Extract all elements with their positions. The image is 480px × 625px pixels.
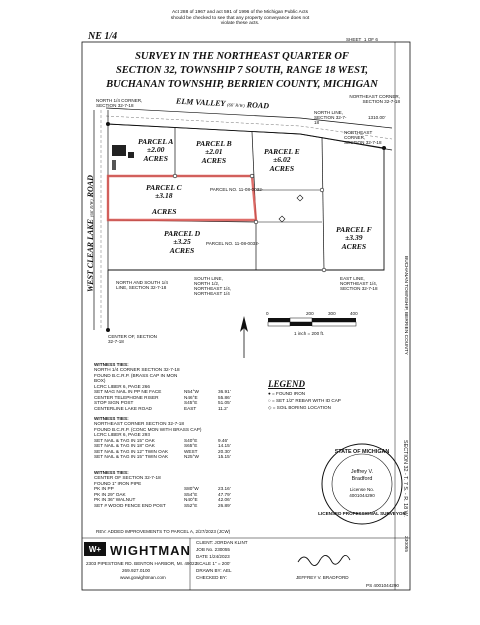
client-row (196, 541, 248, 546)
legend-set-rebar: ○ = SET 1/2" REBAR WITH ID CAP (268, 398, 341, 403)
revision-note: REV: ADDED IMPROVEMENTS TO PARCEL A, 2/27/2023 (JCW) (96, 529, 231, 534)
witness-1-row-7 (94, 406, 231, 411)
witness-2-line-1: NORTHEAST CORNER SECTION 32-7-18 (94, 421, 184, 427)
line-ef (322, 137, 324, 270)
ne-quarter-label: NE 1/4 (88, 31, 118, 42)
title-line-1: SURVEY IN THE NORTHEAST QUARTER OF (135, 51, 349, 62)
witness-2-bearing-6: WEST (184, 448, 198, 454)
parcel-c-highlight (108, 176, 256, 220)
witness-heading-3: WITNESS TIES: (94, 470, 129, 475)
center-section-marker (106, 328, 110, 332)
parcel-b-name: PARCEL B (196, 139, 232, 148)
surveyor-license: PS 4001044290 (366, 583, 399, 588)
witness-2-desc-6: SET NAIL & TAG IN 12" TWIN OAK (94, 448, 169, 454)
north-arrow (240, 316, 248, 358)
checked-label: CHECKED BY: (196, 575, 227, 580)
drawn-label: DRAWN BY: (196, 568, 222, 573)
parcel-b-unit: ACRES (201, 155, 227, 165)
witness-1-dist-5: 55.86' (218, 394, 231, 400)
east-distance: 1310.00' (368, 115, 386, 120)
witness-1-dist-4: 36.91' (218, 389, 231, 395)
sheet-of: OF (367, 37, 375, 42)
parcel-c-name: PARCEL C (146, 183, 182, 192)
witness-1-desc-6: STOP SIGN POST (94, 400, 134, 406)
checked-row (196, 576, 228, 581)
parcel-e (264, 148, 300, 173)
shed-structure (128, 152, 134, 158)
witness-3-dist-3: 23.16' (218, 486, 231, 492)
parcel-b (196, 140, 232, 165)
parcel-d-name: PARCEL D (164, 229, 201, 238)
witness-3-bearing-3: S80°W (184, 486, 199, 492)
sheet-label: SHEET (346, 37, 362, 42)
seal-licensed-surveyor: LICENSED PROFESSIONAL SURVEYOR (318, 511, 406, 516)
set-rebar-3 (320, 188, 324, 192)
seal-name-1: Jeffrey V. (350, 469, 374, 475)
ns-line-label: NORTH AND SOUTH 1/4 LINE, SECTION 32-7-18 (116, 280, 168, 290)
witness-3-bearing-5: N40°E (184, 497, 198, 503)
witness-ties-n-quarter (94, 362, 231, 411)
scale-tick-200: 200 (306, 311, 314, 316)
scale-label: SCALE (196, 561, 212, 566)
date-label: DATE (196, 554, 208, 559)
witness-1-line-1: NORTH 1/4 CORNER SECTION 32-7-18 (94, 367, 180, 373)
parcel-c-acres: ±3.18 (155, 191, 173, 201)
witness-2-bearing-4: S40°E (184, 437, 198, 443)
parcel-a (138, 138, 173, 163)
sheet-total: 6 (375, 37, 378, 42)
witness-1-bearing-7: EAST (184, 405, 197, 411)
witness-2-line-3: LCRC LIBER 6, PAGE 293 (94, 432, 150, 438)
scale-tick-0: 0 (266, 311, 269, 316)
date-value: 1/24/2023 (209, 554, 230, 559)
soil-boring-1 (297, 195, 303, 201)
job-label: JOB No. (196, 547, 214, 552)
witness-3-desc-3: PK IN PP (94, 486, 114, 492)
south-line-label: SOUTH LINE, NORTH 1/2, NORTHEAST 1/4, NORTHEAST 1/4 (194, 276, 232, 296)
set-rebar-5 (173, 174, 177, 178)
legend-found-iron: ● = FOUND IRON (268, 391, 306, 396)
parcel-f-name: PARCEL F (336, 225, 372, 234)
witness-3-line-2: FOUND 1" IRON PIPE (94, 480, 142, 486)
witness-1-bearing-5: N46°E (184, 394, 198, 400)
parcel-f (336, 226, 372, 251)
set-rebar-2 (254, 220, 258, 224)
witness-2-bearing-7: N25°W (184, 454, 199, 460)
n-quarter-corner-label: NORTH 1/4 CORNER, SECTION 32-7-18 (96, 98, 143, 109)
act-notice: Act 288 of 1967 and act 591 of 1996 of the Michigan Public Acts should be checked to see that any property conveyance does not violate these acts. (170, 10, 310, 27)
witness-heading-2: WITNESS TIES: (94, 416, 129, 421)
west-clear-lake-suffix: ROAD (86, 175, 95, 198)
legend-soil-boring: ◇ = SOIL BORING LOCATION (268, 405, 331, 410)
witness-2-desc-7: SET NAIL & TAG IN 15" TWIN OAK (94, 454, 169, 460)
witness-1-desc-4: SET MAG NAIL IN PP NE FACE (94, 389, 162, 395)
soil-boring-2 (279, 216, 285, 222)
witness-3-line-1: CENTER OF SECTION 32-7-18 (94, 475, 161, 481)
witness-2-dist-6: 20.30' (218, 448, 231, 454)
witness-3-desc-6: SET # WOOD FENCE END POST (94, 502, 166, 508)
witness-3-dist-5: 42.06' (218, 497, 231, 503)
witness-1-desc-7: CENTERLINE LAKE ROAD (94, 405, 152, 411)
ne-corner-label: NORTHEAST CORNER, SECTION 32-7-18 (349, 94, 400, 105)
parcel-b-acres: ±2.01 (205, 147, 223, 157)
company-phone: 269.927.0100 (122, 568, 151, 573)
seal-name-2: Bradford (351, 476, 373, 482)
parcel-f-acres: ±3.39 (345, 233, 363, 243)
set-rebar-1 (250, 174, 254, 178)
date-row (196, 555, 230, 560)
parcel-c-unit: ACRES (152, 207, 177, 216)
drive-structure (112, 160, 116, 170)
witness-3-desc-5: PK IN 36" WALNUT (94, 497, 136, 503)
witness-3-dist-6: 26.89' (218, 502, 231, 508)
sheet-indicator (346, 38, 378, 43)
witness-1-desc-5: CENTER TELEPHONE RISER (94, 394, 159, 400)
scale-bar (268, 318, 356, 326)
parcel-c (146, 184, 182, 201)
witness-2-row-7 (94, 454, 231, 459)
side-job-ref: 230055 (403, 536, 408, 553)
company-address: 2303 PIPESTONE RD. BENTON HARBOR, MI. 49022 (86, 561, 198, 566)
signature-scribble (298, 555, 350, 565)
east-line-label: EAST LINE, NORTHEAST 1/4, SECTION 32-7-18 (340, 276, 378, 291)
seal-license-label: License No. (349, 487, 375, 492)
drawn-value: AEL (222, 568, 232, 573)
witness-2-desc-4: SET NAIL & TAG IN 15" OAK (94, 437, 155, 443)
parcel-d-unit: ACRES (169, 245, 195, 255)
witness-3-bearing-6: S52°E (184, 502, 198, 508)
seal-state: STATE OF MICHIGAN (334, 449, 390, 455)
scale-value: 1" = 200' (212, 561, 231, 566)
sheet-number: 1 (363, 37, 367, 42)
elm-valley-suffix: ROAD (246, 100, 270, 111)
parcel-e-unit: ACRES (269, 163, 295, 173)
witness-1-line-2: FOUND B.C.R.P. (BRASS CAP IN MON BOX) (94, 372, 178, 384)
legend-title: LEGEND (268, 379, 306, 389)
scale-row (196, 562, 230, 567)
found-iron-ne (382, 146, 386, 150)
north-line-label: NORTH LINE, SECTION 32-7-18 (314, 110, 347, 125)
side-township: BUCHANAN TOWNSHIP, BERRIEN COUNTY (403, 256, 408, 355)
witness-3-desc-4: PK IN 29" OAK (94, 491, 126, 497)
client-value: JORDAN KLINT (214, 540, 248, 545)
parcel-a-acres: ±2.00 (146, 145, 165, 155)
witness-1-dist-6: 51.05' (218, 400, 231, 406)
witness-heading-1: WITNESS TIES: (94, 362, 129, 367)
witness-ties-ne-corner (94, 416, 231, 460)
witness-2-dist-5: 14.15' (218, 443, 231, 449)
seal-license-number: 4001044290 (349, 493, 375, 498)
wightman-logo-icon: W+ (84, 542, 106, 556)
parcel-number-c: PARCEL NO. 11-08-0032- (210, 187, 264, 192)
witness-1-bearing-6: S45°E (184, 400, 198, 406)
scale-tick-300: 300 (328, 311, 336, 316)
elm-valley-name: ELM VALLEY (175, 96, 226, 109)
side-section: SECTION 32 - T. 7 S. - R. 18 W. (402, 440, 408, 517)
drawn-row (196, 569, 232, 574)
company-name: WIGHTMAN (110, 543, 191, 558)
set-rebar-4 (322, 268, 326, 272)
elm-valley-rw: (66' R/W) (226, 102, 245, 109)
title-line-3: BUCHANAN TOWNSHIP, BERRIEN COUNTY, MICHIGAN (106, 79, 378, 90)
witness-2-line-2: FOUND B.C.R.P. (CONC MON WITH BRASS CAP) (94, 426, 202, 432)
witness-2-dist-4: 9.46' (218, 437, 229, 443)
witness-1-bearing-4: N54°W (184, 389, 199, 395)
witness-2-desc-5: SET NAIL & TAG IN 18" OAK (94, 443, 155, 449)
west-clear-lake-name: WEST CLEAR LAKE (86, 219, 95, 292)
witness-3-dist-4: 47.79' (218, 491, 231, 497)
scale-note: 1 inch = 200 ft. (294, 331, 325, 336)
west-clear-lake-road-label (86, 175, 95, 292)
parcel-d-acres: ±3.25 (173, 237, 191, 247)
west-clear-lake-rw: (66' R/W) (89, 199, 94, 218)
parcel-e-name: PARCEL E (264, 147, 300, 156)
job-row (196, 548, 230, 553)
house-structure (112, 145, 126, 156)
parcel-f-unit: ACRES (341, 241, 367, 251)
witness-1-line-3: LCRC LIBER 6, PAGE 266 (94, 383, 150, 389)
client-label: CLIENT: (196, 540, 214, 545)
witness-ties-center (94, 470, 231, 508)
witness-3-bearing-4: S54°E (184, 491, 198, 497)
parcel-a-unit: ACRES (143, 153, 168, 163)
found-iron-n-quarter (106, 122, 110, 126)
parcel-a-name: PARCEL A (138, 137, 174, 146)
witness-2-dist-7: 15.15' (218, 454, 231, 460)
parcel-e-acres: ±6.02 (273, 155, 291, 165)
surveyor-name: JEFFREY V. BRADFORD (296, 575, 349, 580)
title-line-2: SECTION 32, TOWNSHIP 7 SOUTH, RANGE 18 WEST, (115, 65, 369, 76)
scale-tick-400: 400 (350, 311, 358, 316)
witness-3-row-6 (94, 503, 231, 508)
witness-2-bearing-5: S65°E (184, 443, 198, 449)
witness-1-dist-7: 11.2' (218, 405, 228, 411)
company-website: www.gowightman.com (120, 575, 166, 580)
job-value: 230055 (214, 547, 230, 552)
parcel-c-unit-wrap (152, 208, 176, 216)
center-section-label: CENTER OF, SECTION 32-7-18 (108, 334, 158, 344)
parcel-d (164, 230, 200, 255)
ne-corner-bcrp-label: NORTHEAST CORNER, SECTION 32-7-18 (344, 130, 382, 145)
parcel-number-d: PARCEL NO. 11-08-0032- (206, 241, 260, 246)
